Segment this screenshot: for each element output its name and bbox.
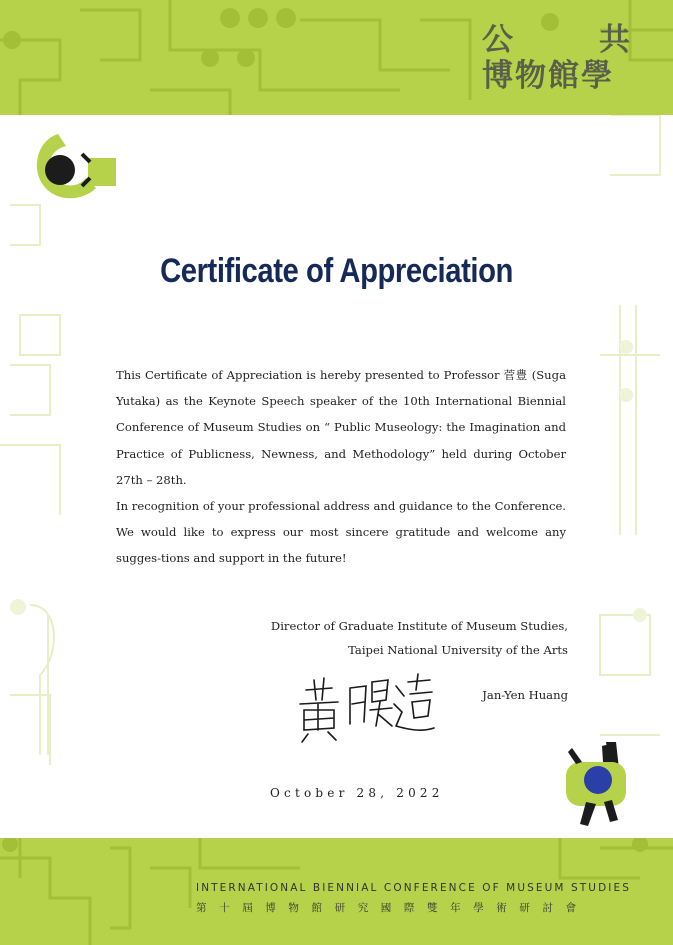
signatory-title [200,614,568,662]
figure-left-icon [30,128,120,208]
conference-name-english: INTERNATIONAL BIENNIAL CONFERENCE OF MUSEUM STUDIES [196,882,631,894]
certificate-date: October 28, 2022 [270,786,444,800]
signatory-title-line1: Director of Graduate Institute of Museum Studies, [270,619,568,633]
certificate-title: Certificate of Appreciation [160,252,513,290]
handwritten-signature [292,668,442,744]
logo-char-public-2: 共 [599,22,632,58]
body-paragraph-gratitude: In recognition of your professional address and guidance to the Conference. We would like to express our most sincere gratitude and welcome any sugges-tions and support in the future! [116,499,566,566]
certificate-body [116,362,566,572]
body-paragraph-presentation: This Certificate of Appreciation is hereby presented to Professor 菅豊 (Suga Yutaka) as the Keynote Speech speaker of the 10th International Biennial Conference of Museum Studies on “ Public Museology: the Imagination and Practice of Publicness, Newness, and Methodology” held during October 27th – 28th. [116,368,566,487]
conference-name-chinese: 第十屆博物館研究國際雙年學術研討會 [196,902,589,914]
signatory-title-line2: Taipei National University of the Arts [348,643,568,657]
header-band [0,0,673,115]
logo-museology: 博物館學 [482,58,614,94]
logo-char-public-1: 公 [482,22,515,58]
signatory-name: Jan-Yen Huang [482,688,568,702]
footer-band [0,838,673,945]
figure-right-icon [562,738,634,830]
institute-logo-text [482,22,637,94]
